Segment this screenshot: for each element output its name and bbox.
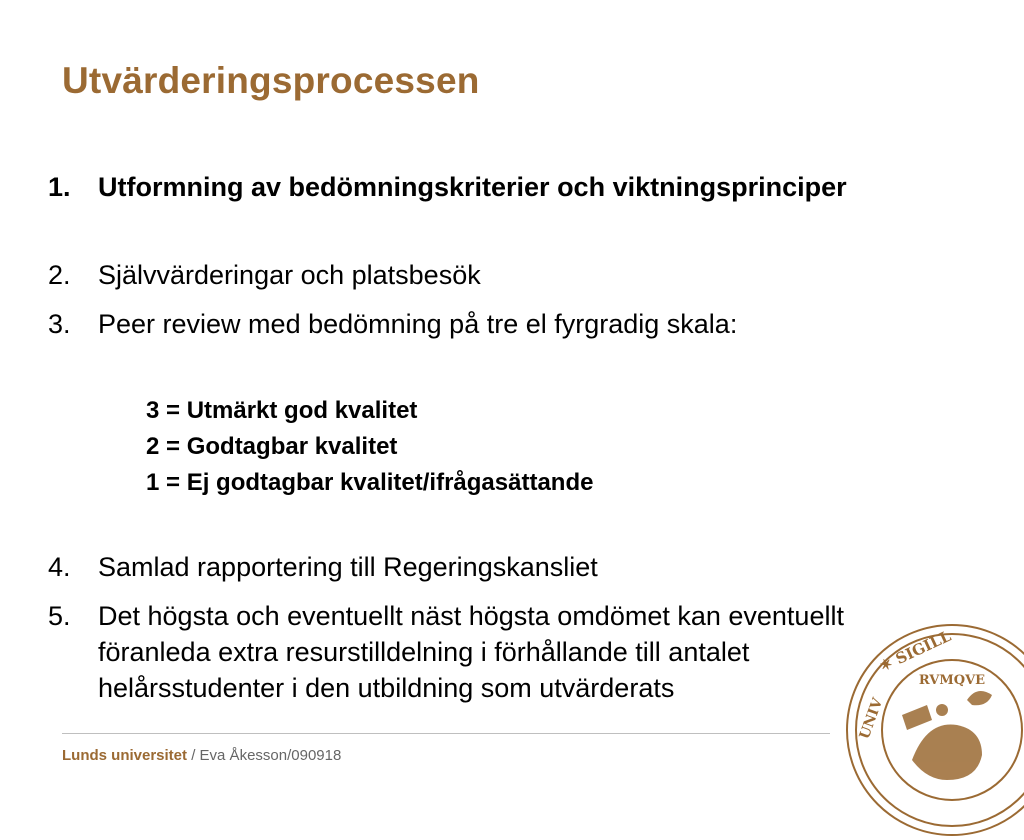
list-number: 3.: [48, 309, 71, 339]
list-text: Självvärderingar och platsbesök: [98, 260, 481, 290]
list-item-2: [48, 257, 928, 293]
svg-text:✶ SIGILL: ✶ SIGILL: [876, 626, 954, 676]
rating-scale: [146, 393, 593, 501]
scale-line-1: 1 = Ej godtagbar kvalitet/ifrågasättande: [146, 469, 594, 496]
footer-org: Lunds universitet: [62, 747, 188, 764]
slide-title: Utvärderingsprocessen: [62, 60, 480, 101]
list-item-4: [48, 549, 928, 585]
list-text: Peer review med bedömning på tre el fyrgradig skala:: [98, 309, 738, 339]
list-item-3: [48, 306, 928, 342]
list-text: Samlad rapportering till Regeringskansliet: [98, 552, 598, 582]
list-item-5: [48, 598, 928, 706]
scale-line-2: 2 = Godtagbar kvalitet: [146, 433, 398, 460]
svg-text:UNIV: UNIV: [856, 696, 887, 742]
list-item-1: [48, 169, 928, 205]
svg-text:RVMQVE: RVMQVE: [918, 673, 986, 688]
list-number: 5.: [48, 601, 71, 631]
footer-separator: /: [187, 747, 200, 764]
footer-author: Eva Åkesson/090918: [199, 747, 342, 764]
list-number: 1.: [48, 172, 71, 202]
scale-line-3: 3 = Utmärkt god kvalitet: [146, 397, 418, 424]
list-text: Det högsta och eventuellt näst högsta omdömet kan eventuellt föranleda extra resurstilldelning i förhållande till antalet helårsstudenter i den utbildning som utvärderats: [98, 601, 844, 703]
list-text: Utformning av bedömningskriterier och viktningsprinciper: [98, 172, 847, 202]
list-number: 4.: [48, 552, 71, 582]
lund-university-seal-icon: [842, 620, 1024, 840]
footer-divider: [62, 733, 830, 734]
footer: [62, 747, 341, 764]
list-number: 2.: [48, 260, 71, 290]
